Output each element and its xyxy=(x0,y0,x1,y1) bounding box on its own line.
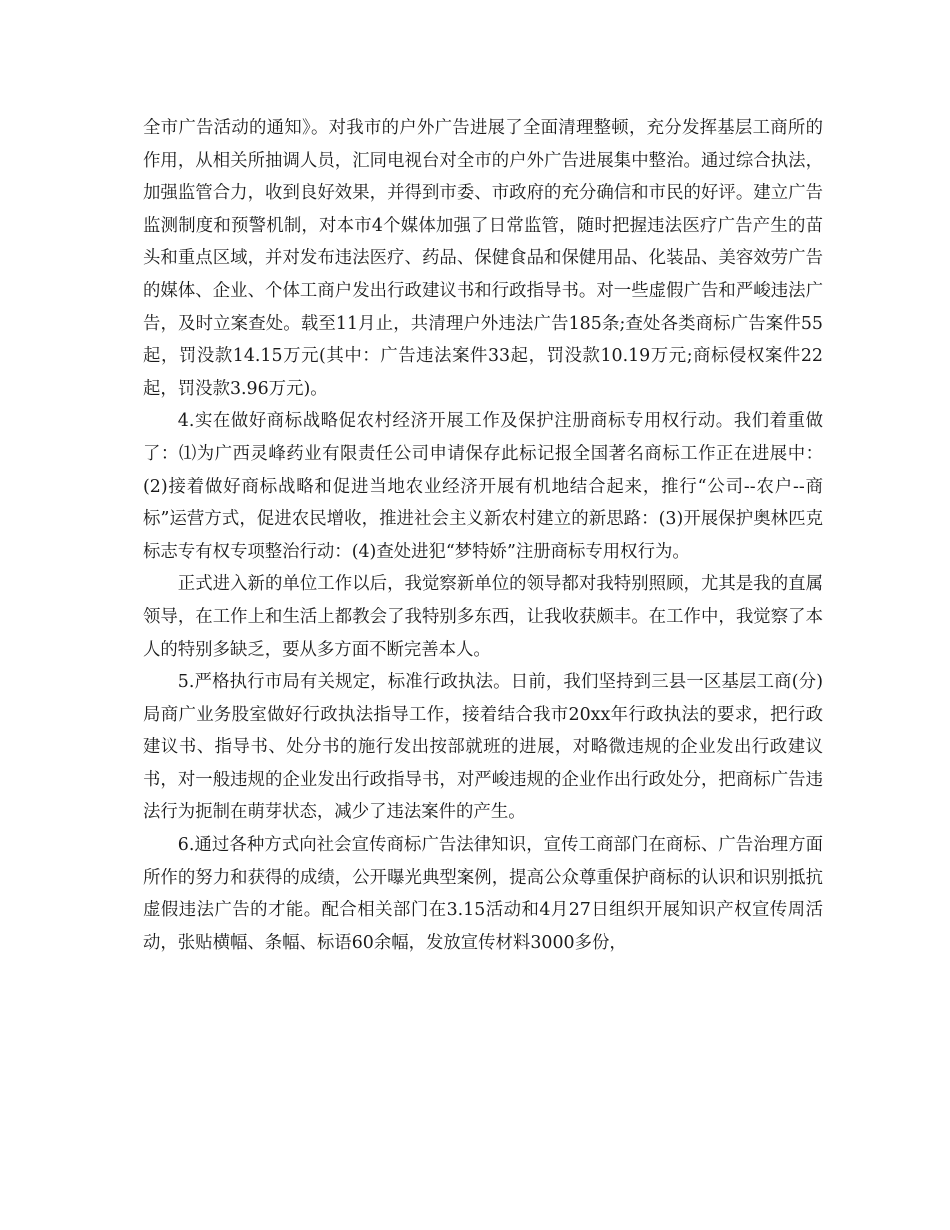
document-body xyxy=(143,112,823,959)
paragraph-law-enforcement: 5.严格执行市局有关规定，标准行政执法。日前，我们坚持到三县一区基层工商(分)局商广业务股室做好行政执法指导工作，接着结合我市20xx年行政执法的要求，把行政建议书、指导书、处分书的施行发出按部就班的进展，对略微违规的企业发出行政建议书，对一般违规的企业发出行政指导书，对严峻违规的企业作出行政处分，把商标广告违法行为扼制在萌芽状态，减少了违法案件的产生。 xyxy=(143,672,823,823)
paragraph-trademark-strategy: 4.实在做好商标战略促农村经济开展工作及保护注册商标专用权行动。我们着重做了：⑴为广西灵峰药业有限责任公司申请保存此标记报全国著名商标工作正在进展中：(2)接着做好商标战略和促进当地农业经济开展有机地结合起来，推行“公司--农户--商标”运营方式，促进农民增收，推进社会主义新农村建立的新思路：(3)开展保护奥林匹克标志专有权专项整治行动：(4)查处进犯“梦特娇”注册商标专用权行为。 xyxy=(143,411,823,562)
paragraph-new-unit: 正式进入新的单位工作以后，我觉察新单位的领导都对我特别照顾，尤其是我的直属领导，在工作上和生活上都教会了我特别多东西，让我收获颇丰。在工作中，我觉察了本人的特别多缺乏，要从多方面不断完善本人。 xyxy=(143,574,823,660)
paragraph-publicity: 6.通过各种方式向社会宣传商标广告法律知识，宣传工商部门在商标、广告治理方面所作的努力和获得的成绩，公开曝光典型案例，提高公众尊重保护商标的认识和识别抵抗虚假违法广告的才能。配合相关部门在3.15活动和4月27日组织开展知识产权宣传周活动，张贴横幅、条幅、标语60余幅，发放宣传材料3000多份， xyxy=(143,835,823,953)
paragraph-continuation: 全市广告活动的通知》。对我市的户外广告进展了全面清理整顿，充分发挥基层工商所的作用，从相关所抽调人员，汇同电视台对全市的户外广告进展集中整治。通过综合执法，加强监管合力，收到良好效果，并得到市委、市政府的充分确信和市民的好评。建立广告监测制度和预警机制，对本市4个媒体加强了日常监管，随时把握违法医疗广告产生的苗头和重点区域，并对发布违法医疗、药品、保健食品和保健用品、化装品、美容效劳广告的媒体、企业、个体工商户发出行政建议书和行政指导书。对一些虚假广告和严峻违法广告，及时立案查处。载至11月止，共清理户外违法广告185条;查处各类商标广告案件55起，罚没款14.15万元(其中：广告违法案件33起，罚没款10.19万元;商标侵权案件22起，罚没款3.96万元)。 xyxy=(143,118,823,399)
